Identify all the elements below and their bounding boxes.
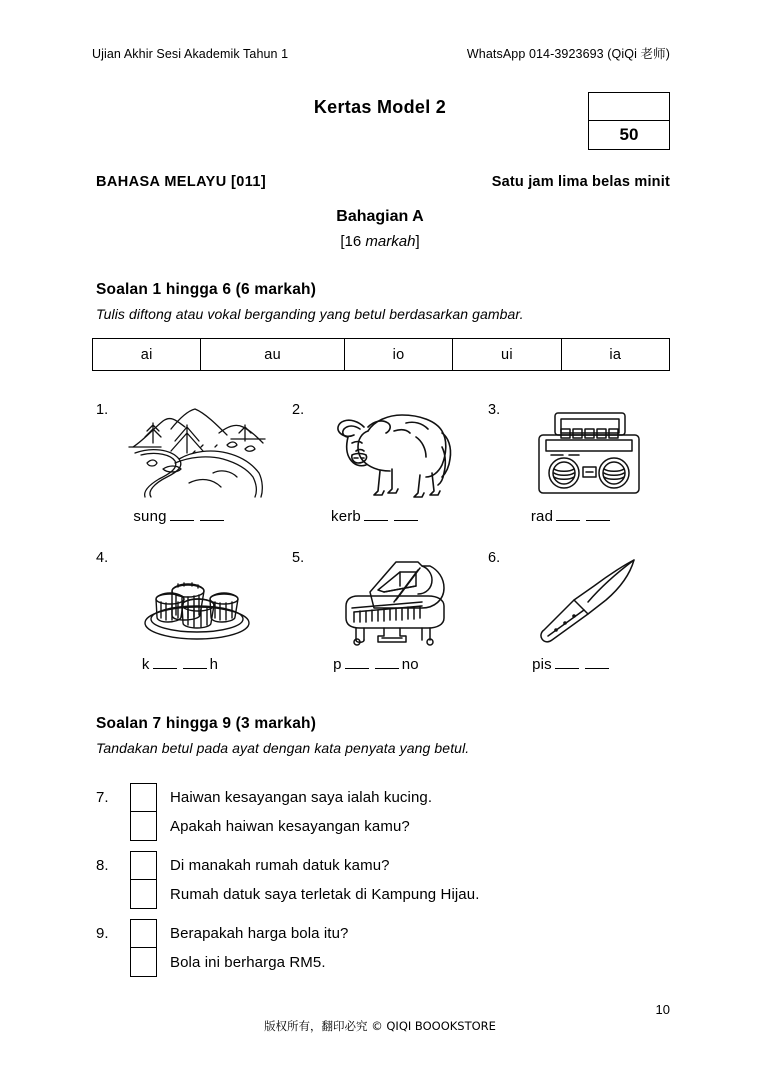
group1-title: Soalan 1 hingga 6 (6 markah) bbox=[96, 281, 317, 298]
checkbox-option[interactable] bbox=[130, 919, 348, 948]
answer-suffix: h bbox=[209, 656, 219, 673]
word-bank-cell-4: ui bbox=[453, 339, 561, 371]
checkbox-label: Berapakah harga bola itu? bbox=[170, 925, 349, 942]
score-box bbox=[588, 92, 670, 150]
checkbox-input[interactable] bbox=[130, 783, 157, 812]
word-bank-cell-3: io bbox=[344, 339, 452, 371]
piano-icon bbox=[318, 556, 468, 646]
answer-blank-1[interactable] bbox=[555, 668, 579, 669]
page-title: Kertas Model 2 bbox=[313, 97, 447, 117]
checkbox-option-group bbox=[130, 851, 479, 909]
answer-line bbox=[92, 656, 268, 673]
question-number: 8. bbox=[96, 857, 109, 874]
checkbox-label: Haiwan kesayangan saya ialah kucing. bbox=[170, 789, 433, 806]
answer-blank-2[interactable] bbox=[183, 668, 207, 669]
radio-boombox-icon bbox=[514, 408, 664, 498]
picture-question-2 bbox=[288, 402, 484, 540]
answer-blank-2[interactable] bbox=[375, 668, 399, 669]
checkbox-label: Rumah datuk saya terletak di Kampung Hijau. bbox=[170, 886, 480, 903]
page-header bbox=[92, 44, 670, 62]
section-marks-suffix: ] bbox=[415, 233, 420, 250]
answer-suffix: no bbox=[401, 656, 419, 673]
question-number: 4. bbox=[96, 550, 109, 566]
checkbox-option-group bbox=[130, 783, 432, 841]
question-number: 6. bbox=[488, 550, 501, 566]
word-bank-cell-1: ai bbox=[93, 339, 201, 371]
checkbox-input[interactable] bbox=[130, 812, 157, 841]
score-box-total-cell: 50 bbox=[619, 125, 639, 144]
header-contact-text: WhatsApp 014-3923693 (QiQi 老师) bbox=[466, 47, 670, 61]
group2-instruction: Tandakan betul pada ayat dengan kata penyata yang betul. bbox=[96, 740, 470, 756]
section-marks-prefix: [16 bbox=[340, 233, 366, 250]
question-number: 7. bbox=[96, 789, 109, 806]
word-bank-cell-2: au bbox=[201, 339, 345, 371]
checkbox-question-7 bbox=[96, 783, 696, 841]
jelly-kuih-icon bbox=[122, 556, 272, 646]
checkbox-option-group bbox=[130, 919, 348, 977]
checkbox-input[interactable] bbox=[130, 948, 157, 977]
question-number: 2. bbox=[292, 402, 305, 418]
checkbox-option[interactable] bbox=[130, 880, 479, 909]
group1-instruction: Tulis diftong atau vokal berganding yang betul berdasarkan gambar. bbox=[96, 306, 524, 322]
answer-blank-1[interactable] bbox=[153, 668, 177, 669]
picture-question-row-1 bbox=[92, 402, 682, 540]
river-mountain-icon bbox=[122, 408, 272, 498]
question-number: 5. bbox=[292, 550, 305, 566]
word-bank-table bbox=[92, 338, 670, 371]
section-marks bbox=[0, 233, 760, 250]
picture-question-6 bbox=[484, 550, 680, 688]
answer-blank-1[interactable] bbox=[364, 520, 388, 521]
picture-question-row-2 bbox=[92, 550, 682, 688]
answer-prefix: p bbox=[333, 656, 342, 673]
picture-question-1 bbox=[92, 402, 288, 540]
knife-icon bbox=[514, 556, 664, 646]
answer-prefix: sung bbox=[133, 508, 167, 525]
word-bank-row bbox=[93, 339, 670, 371]
group2-title: Soalan 7 hingga 9 (3 markah) bbox=[96, 715, 317, 732]
subject-name: BAHASA MELAYU [011] bbox=[96, 174, 267, 190]
checkbox-question-9 bbox=[96, 919, 696, 977]
buffalo-icon bbox=[318, 408, 468, 498]
question-number: 3. bbox=[488, 402, 501, 418]
answer-blank-1[interactable] bbox=[556, 520, 580, 521]
checkbox-option[interactable] bbox=[130, 812, 432, 841]
answer-line bbox=[288, 508, 464, 525]
answer-blank-1[interactable] bbox=[170, 520, 194, 521]
answer-prefix: pis bbox=[532, 656, 552, 673]
word-bank-cell-5: ia bbox=[561, 339, 669, 371]
answer-blank-2[interactable] bbox=[585, 668, 609, 669]
answer-blank-2[interactable] bbox=[586, 520, 610, 521]
answer-line bbox=[484, 508, 660, 525]
answer-line bbox=[288, 656, 464, 673]
answer-line bbox=[92, 508, 268, 525]
checkbox-label: Di manakah rumah datuk kamu? bbox=[170, 857, 390, 874]
checkbox-option[interactable] bbox=[130, 783, 432, 812]
picture-question-5 bbox=[288, 550, 484, 688]
checkbox-option[interactable] bbox=[130, 948, 348, 977]
checkbox-label: Apakah haiwan kesayangan kamu? bbox=[170, 818, 410, 835]
answer-blank-1[interactable] bbox=[345, 668, 369, 669]
question-number: 1. bbox=[96, 402, 109, 418]
question-number: 9. bbox=[96, 925, 109, 942]
section-heading: Bahagian A bbox=[336, 208, 424, 225]
checkbox-option[interactable] bbox=[130, 851, 479, 880]
checkbox-input[interactable] bbox=[130, 851, 157, 880]
header-left-text: Ujian Akhir Sesi Akademik Tahun 1 bbox=[92, 47, 289, 61]
checkbox-question-8 bbox=[96, 851, 696, 909]
answer-line bbox=[484, 656, 660, 673]
answer-prefix: kerb bbox=[331, 508, 361, 525]
answer-prefix: rad bbox=[530, 508, 554, 525]
picture-question-4 bbox=[92, 550, 288, 688]
checkbox-input[interactable] bbox=[130, 919, 157, 948]
footer-copyright: 版权所有，翻印必究 © QIQI BOOOKSTORE bbox=[264, 1019, 496, 1033]
score-box-empty-cell[interactable] bbox=[589, 93, 669, 121]
checkbox-input[interactable] bbox=[130, 880, 157, 909]
section-marks-word: markah bbox=[365, 233, 416, 250]
answer-blank-2[interactable] bbox=[200, 520, 224, 521]
answer-blank-2[interactable] bbox=[394, 520, 418, 521]
picture-question-3 bbox=[484, 402, 680, 540]
answer-prefix: k bbox=[141, 656, 150, 673]
checkbox-label: Bola ini berharga RM5. bbox=[170, 954, 326, 971]
subject-row bbox=[96, 174, 670, 190]
exam-duration: Satu jam lima belas minit bbox=[491, 174, 670, 190]
page-number: 10 bbox=[655, 1002, 670, 1017]
